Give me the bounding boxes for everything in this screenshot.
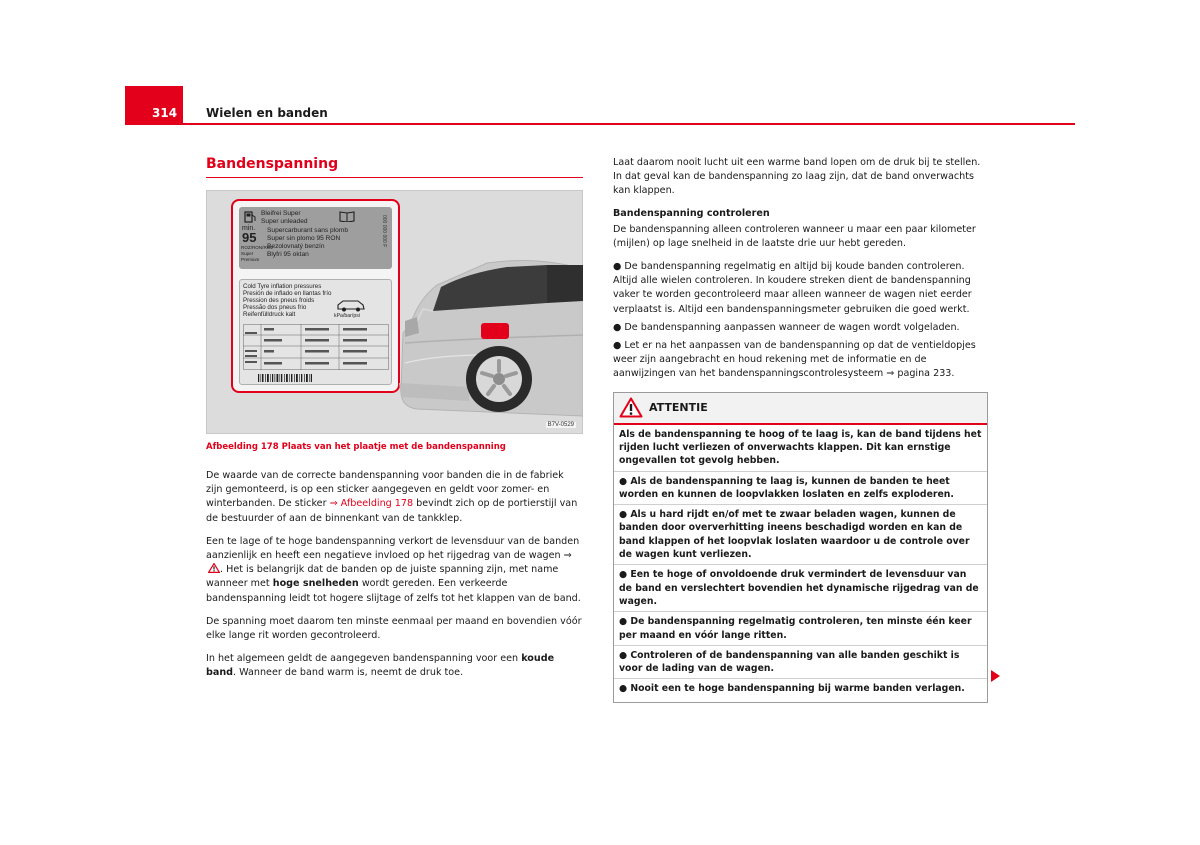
fuel-name: Supercarburant sans plomb	[267, 227, 349, 234]
tyre-line: Presión de inflado en llantas frío	[243, 290, 332, 297]
car-load-icon	[336, 299, 366, 312]
text: . Wanneer de band warm is, neemt de druk toe.	[233, 667, 464, 679]
separator	[614, 471, 987, 472]
barcode	[258, 374, 312, 382]
chapter-title: Wielen en banden	[206, 106, 328, 120]
separator	[614, 645, 987, 646]
text: wordt gereden. Een verkeerde bandenspanning leidt tot hogere slijtage of zelfs tot het klappen van de band.	[206, 578, 581, 604]
tyre-line: Reifenfülldruck kalt	[243, 311, 296, 318]
bold-text: koude band	[206, 653, 555, 679]
fuel-name: Blyfri 95 oktan	[267, 251, 309, 258]
tyre-label	[239, 279, 392, 385]
fuel-side-code: 000 000 000 F	[381, 215, 387, 248]
text: . Het is belangrijk dat de banden op de juiste spanning zijn, met name wanneer met	[206, 564, 559, 590]
fuel-line: Super unleaded	[261, 218, 308, 225]
warning-header	[614, 393, 987, 425]
bullet-item: ● Let er na het aanpassen van de bandenspanning op dat de ventieldopjes weer zijn aangebracht en houd rekening met de informatie en de aanwijzingen van het bandenspanningscontrolesysteem ⇒ pagina 233.	[613, 340, 976, 380]
pressure-table	[243, 324, 389, 370]
warning-item: ● Als u hard rijdt en/of met te zwaar beladen wagen, kunnen de banden door oververhitting ineens beschadigd worden en kan de band klappen of het loopvlak loslaten waardoor u de controle over de wagen kunt verliezen.	[619, 509, 970, 561]
continue-arrow-icon	[991, 670, 1000, 682]
paragraph-pressure-effects	[206, 535, 583, 606]
figure-178	[206, 190, 583, 434]
bold-text: hoge snelheden	[272, 578, 359, 590]
warning-item: ● Een te hoge of onvoldoende druk vermindert de levensduur van de band en verslechtert bovendien het dynamische rijgedrag van de wagen.	[619, 569, 979, 607]
paragraph-warm-tyre: Laat daarom nooit lucht uit een warme band lopen om de druk bij te stellen. In dat geval kan de bandenspanning zo laag zijn, dat de band onverwachts kan klappen.	[613, 157, 981, 197]
warning-box	[613, 392, 988, 703]
figure-reference-link[interactable]: ⇒ Afbeelding 178	[329, 498, 414, 510]
fuel-octane: 95	[242, 230, 257, 245]
separator	[614, 678, 987, 679]
separator	[614, 504, 987, 505]
tyre-unit: kPa/bar/psi	[334, 313, 360, 319]
fuel-name: Bezolovnatý benzín	[267, 243, 325, 250]
warning-intro: Als de bandenspanning te hoog of te laag is, kan de band tijdens het rijden lucht verliezen of onverwachts klappen. Dit kan ernstige ongevallen tot gevolg hebben.	[619, 428, 982, 467]
text: De waarde van de correcte bandenspanning voor banden die in de fabriek zijn gemonteerd, is op een sticker aangegeven en geldt voor zomer- en winterbanden. De sticker	[206, 470, 564, 510]
fuel-line: Bleifrei Super	[261, 210, 301, 217]
fuel-name: Super sin plomo 95 RON	[267, 235, 341, 242]
warning-item: ● Nooit een te hoge bandenspanning bij warme banden verlagen.	[619, 683, 965, 695]
fuel-code: ROZ/RON/RO2	[241, 245, 273, 250]
warning-body	[614, 425, 987, 702]
tyre-line: Pressão dos pneus frio	[243, 304, 307, 311]
warning-item: ● Controleren of de bandenspanning van alle banden geschikt is voor de lading van de wagen.	[619, 649, 960, 675]
separator	[614, 611, 987, 612]
title-rule	[206, 177, 583, 178]
car-rear-illustration	[397, 251, 583, 421]
reference-arrow: ⇒	[563, 550, 572, 562]
text: bevindt zich op de portierstijl van de bestuurder of aan de binnenkant van de tankklep.	[206, 498, 578, 524]
header-rule	[183, 123, 1075, 125]
figure-id: B7V-0529	[547, 422, 574, 428]
tyre-pressure-label-plate	[231, 199, 400, 393]
figure-caption: Afbeelding 178 Plaats van het plaatje met de bandenspanning	[206, 442, 506, 452]
section-title: Bandenspanning	[206, 156, 339, 172]
warning-item: ● Als de bandenspanning te laag is, kunnen de banden te heet worden en kunnen de loopvlakken loslaten en zelfs exploderen.	[619, 475, 954, 500]
fuel-code: Premium	[241, 257, 260, 262]
tyre-line: Pression des pneus froids	[243, 297, 315, 304]
right-column	[613, 156, 988, 703]
paragraph-check-frequency: De spanning moet daarom ten minste eenmaal per maand en bovendien vóór elke lange rit worden gecontroleerd.	[206, 615, 582, 642]
warning-triangle-icon[interactable]	[208, 563, 220, 573]
fuel-label	[239, 207, 392, 269]
text: Een te lage of te hoge bandenspanning verkort de levensduur van de banden aanzienlijk en heeft een negatieve invloed op het rijgedrag van de wagen	[206, 535, 580, 562]
fuel-pump-icon	[243, 210, 257, 224]
warning-item: ● De bandenspanning regelmatig controleren, ten minste één keer per maand en vóór lange ritten.	[619, 616, 972, 641]
left-column	[206, 156, 583, 690]
warning-title: ATTENTIE	[649, 401, 708, 415]
separator	[614, 564, 987, 565]
fuel-min: min.	[242, 225, 256, 232]
paragraph-check-conditions: De bandenspanning alleen controleren wanneer u maar een paar kilometer (mijlen) op lage snelheid in de laatste drie uur hebt gereden.	[613, 223, 976, 249]
warning-triangle-icon	[619, 397, 643, 418]
fuel-code: Super	[241, 251, 254, 256]
subheading-check: Bandenspanning controleren	[613, 207, 770, 219]
paragraph-cold-tyre	[206, 652, 583, 680]
page-number: 314	[152, 106, 178, 120]
bullet-item: ● De bandenspanning aanpassen wanneer de wagen wordt volgeladen.	[613, 321, 960, 333]
tyre-line: Cold Tyre inflation pressures	[243, 283, 322, 290]
paragraph-sticker	[206, 469, 583, 526]
bullet-item: ● De bandenspanning regelmatig en altijd bij koude banden controleren. Altijd alle wielen controleren. In koudere streken dient de bandenspanning vaker te worden gecontroleerd maar alleen wanneer de wagen niet eerder verplaatst is. Altijd een bandenspanningsmeter gebruiken die goed werkt.	[613, 261, 972, 315]
manual-book-icon	[339, 210, 355, 222]
text: In het algemeen geldt de aangegeven bandenspanning voor een	[206, 653, 522, 665]
